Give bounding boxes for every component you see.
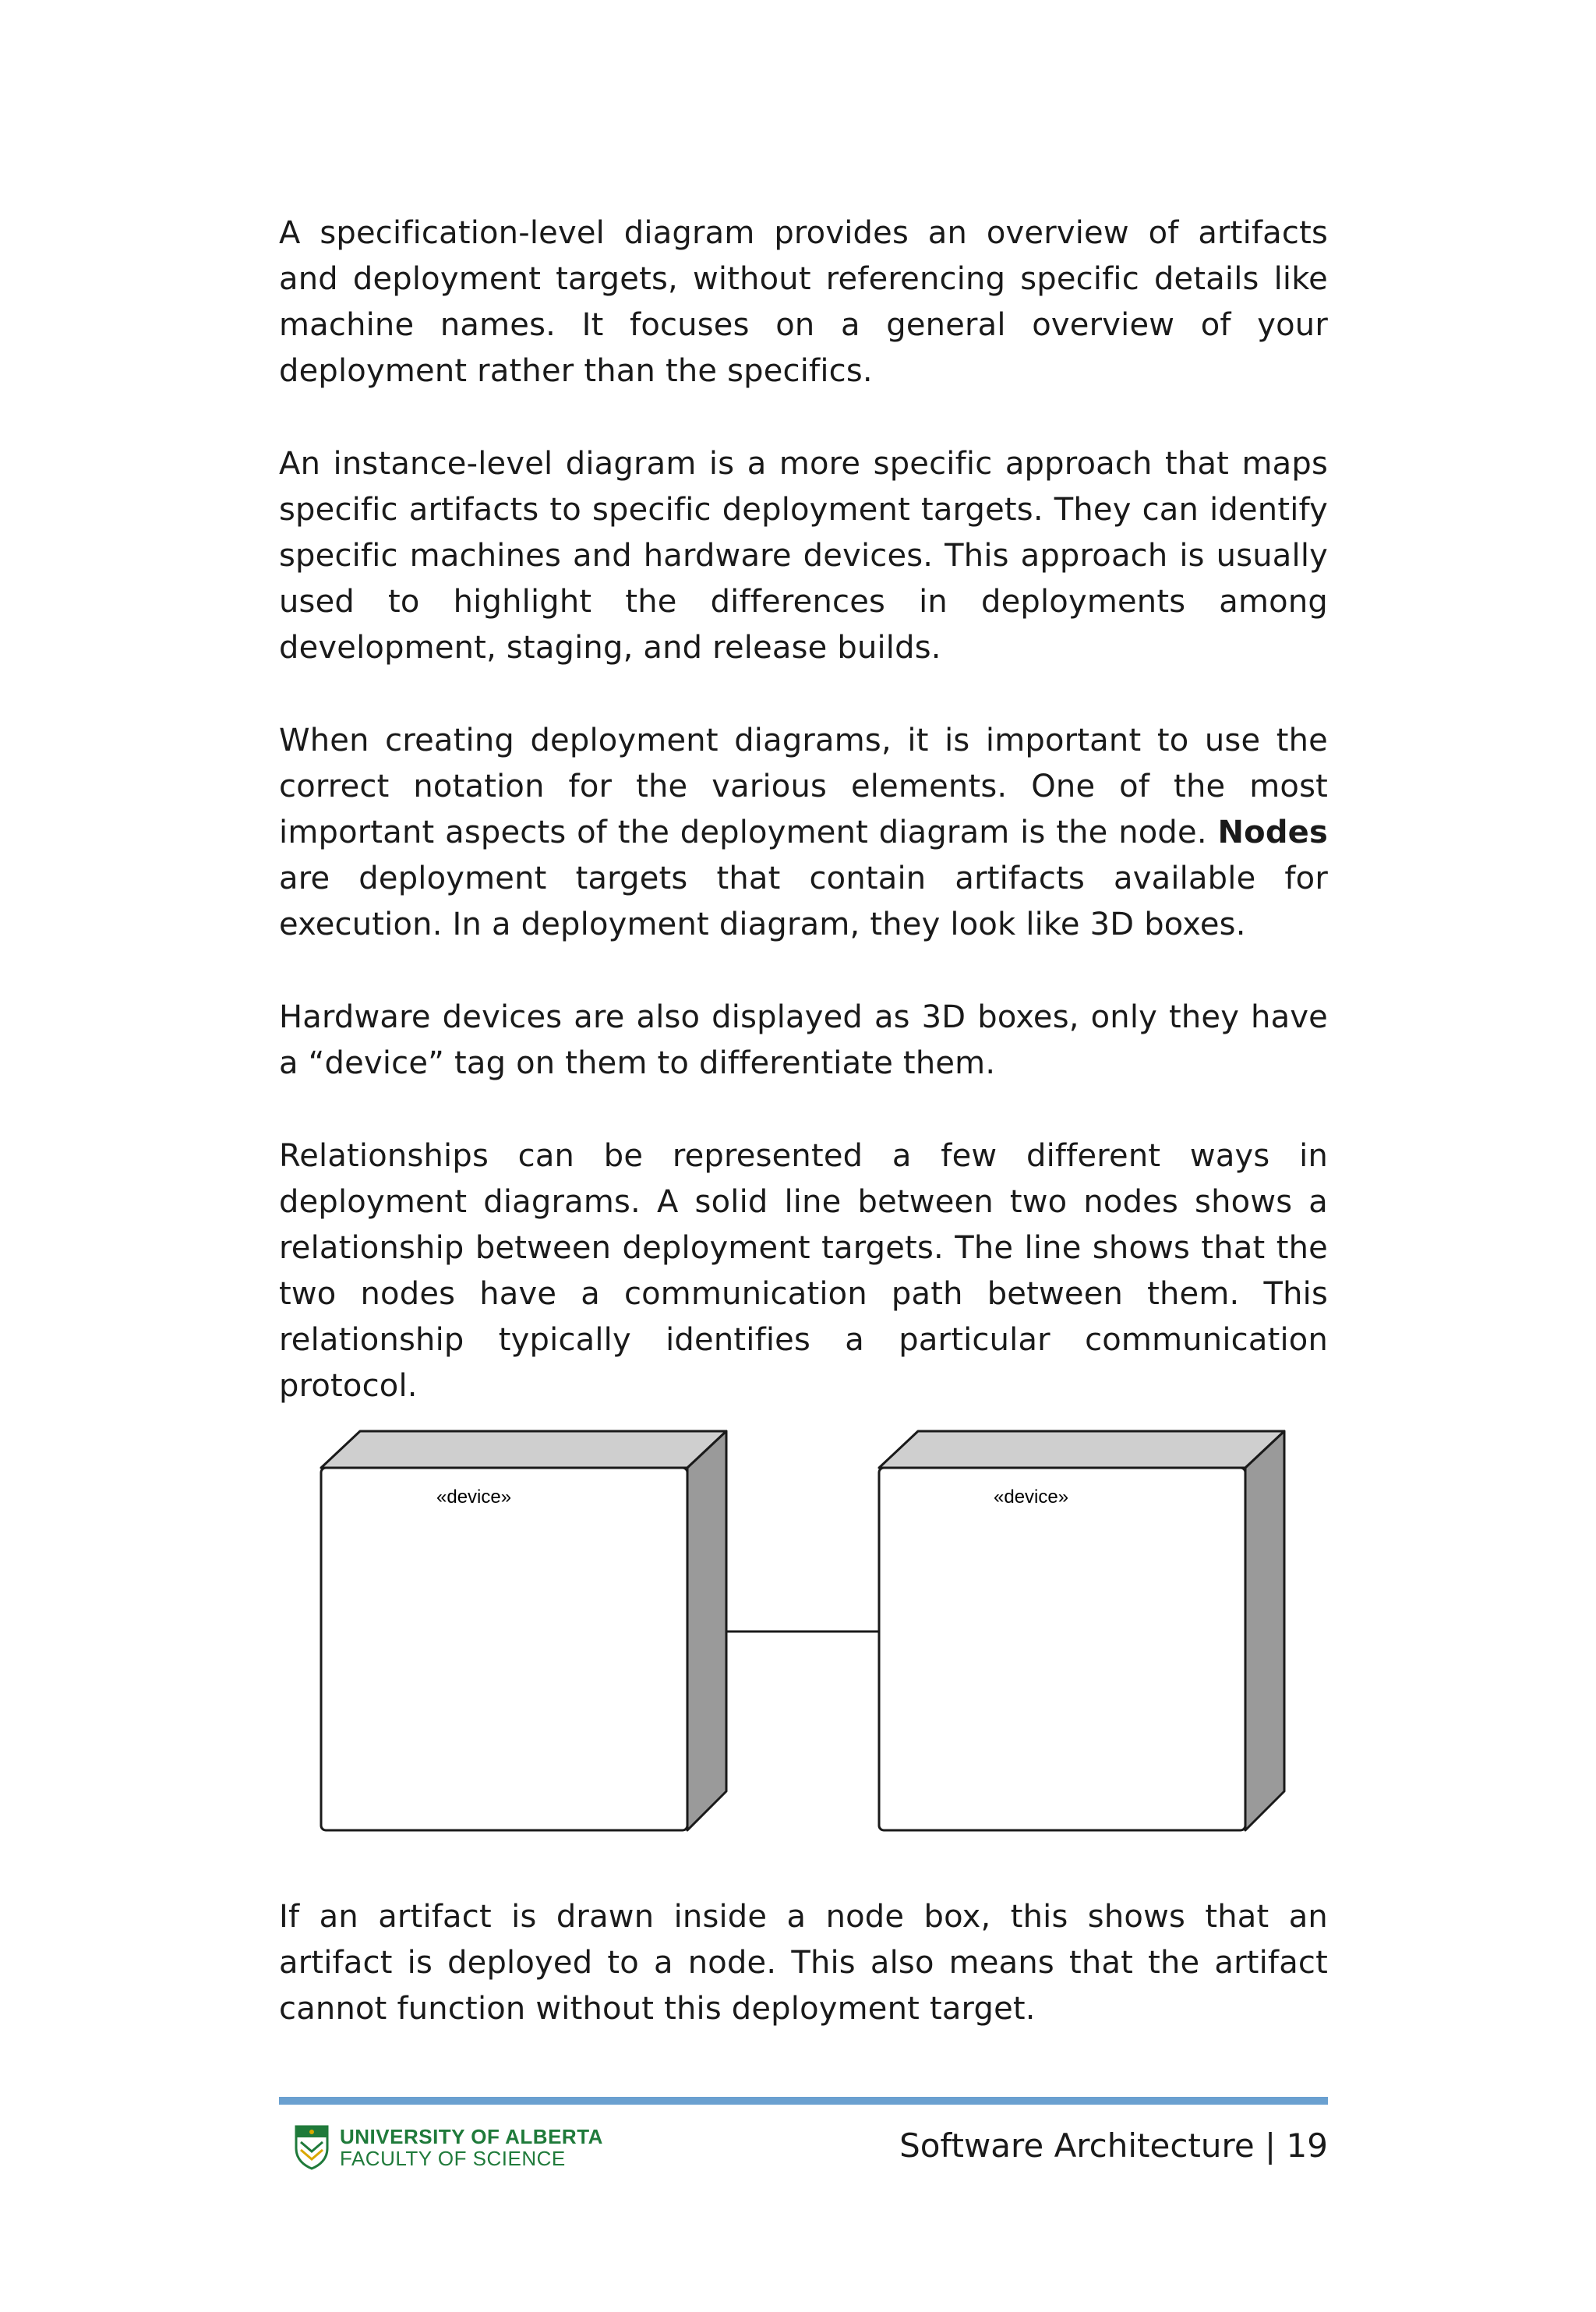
paragraph-nodes <box>279 718 1328 948</box>
deployment-diagram <box>320 1425 1286 1838</box>
logo-text <box>340 2126 603 2169</box>
right-node-device-label: «device» <box>994 1487 1069 1508</box>
paragraph-artifact-in-node: If an artifact is drawn inside a node box, this shows that an artifact is deployed to a node. This also means that the artifact cannot function without this deployment target. <box>279 1899 1328 2027</box>
left-node-front-face <box>321 1468 687 1830</box>
page-label: Software Architecture | 19 <box>899 2126 1328 2165</box>
logo-faculty-name: FACULTY OF SCIENCE <box>340 2147 566 2170</box>
paragraph-specification-level: A specification-level diagram provides an overview of artifacts and deployment targets, without referencing specific details like machine names. It focuses on a general overview of your deployment rather than the specifics. <box>279 215 1328 389</box>
paragraph-hardware-devices: Hardware devices are also displayed as 3D boxes, only they have a “device” tag on them to differentiate them. <box>279 999 1328 1081</box>
nodes-term: Nodes <box>1217 815 1328 850</box>
right-node-front-face <box>879 1468 1245 1830</box>
paragraph-instance-level: An instance-level diagram is a more specific approach that maps specific artifacts to specific deployment targets. They can identify specific machines and hardware devices. This approach is usually used to highlight the differences in deployments among development, staging, and release builds. <box>279 446 1328 666</box>
right-device-node <box>879 1431 1284 1830</box>
closing-text <box>279 1894 1328 2079</box>
right-node-top-face <box>879 1431 1284 1468</box>
right-node-side-face <box>1245 1431 1284 1830</box>
university-logo <box>295 2125 603 2170</box>
left-node-side-face <box>687 1431 726 1830</box>
deployment-diagram-svg <box>320 1425 1286 1838</box>
left-node-top-face <box>321 1431 726 1468</box>
paragraph-nodes-before: When creating deployment diagrams, it is important to use the correct notation for the various elements. One of the most important aspects of the deployment diagram is the node. <box>279 723 1328 850</box>
body-text <box>279 210 1328 1456</box>
left-device-node <box>321 1431 726 1830</box>
footer-rule <box>279 2097 1328 2105</box>
logo-university-name: UNIVERSITY OF ALBERTA <box>340 2125 603 2148</box>
paragraph-relationships: Relationships can be represented a few different ways in deployment diagrams. A solid line between two nodes shows a relationship between deployment targets. The line shows that the two nodes have a communication path between them. This relationship typically identifies a particular communication protocol. <box>279 1138 1328 1404</box>
university-shield-icon <box>295 2125 329 2170</box>
paragraph-nodes-after: are deployment targets that contain artifacts available for execution. In a deployment diagram, they look like 3D boxes. <box>279 861 1328 942</box>
left-node-device-label: «device» <box>436 1487 512 1508</box>
